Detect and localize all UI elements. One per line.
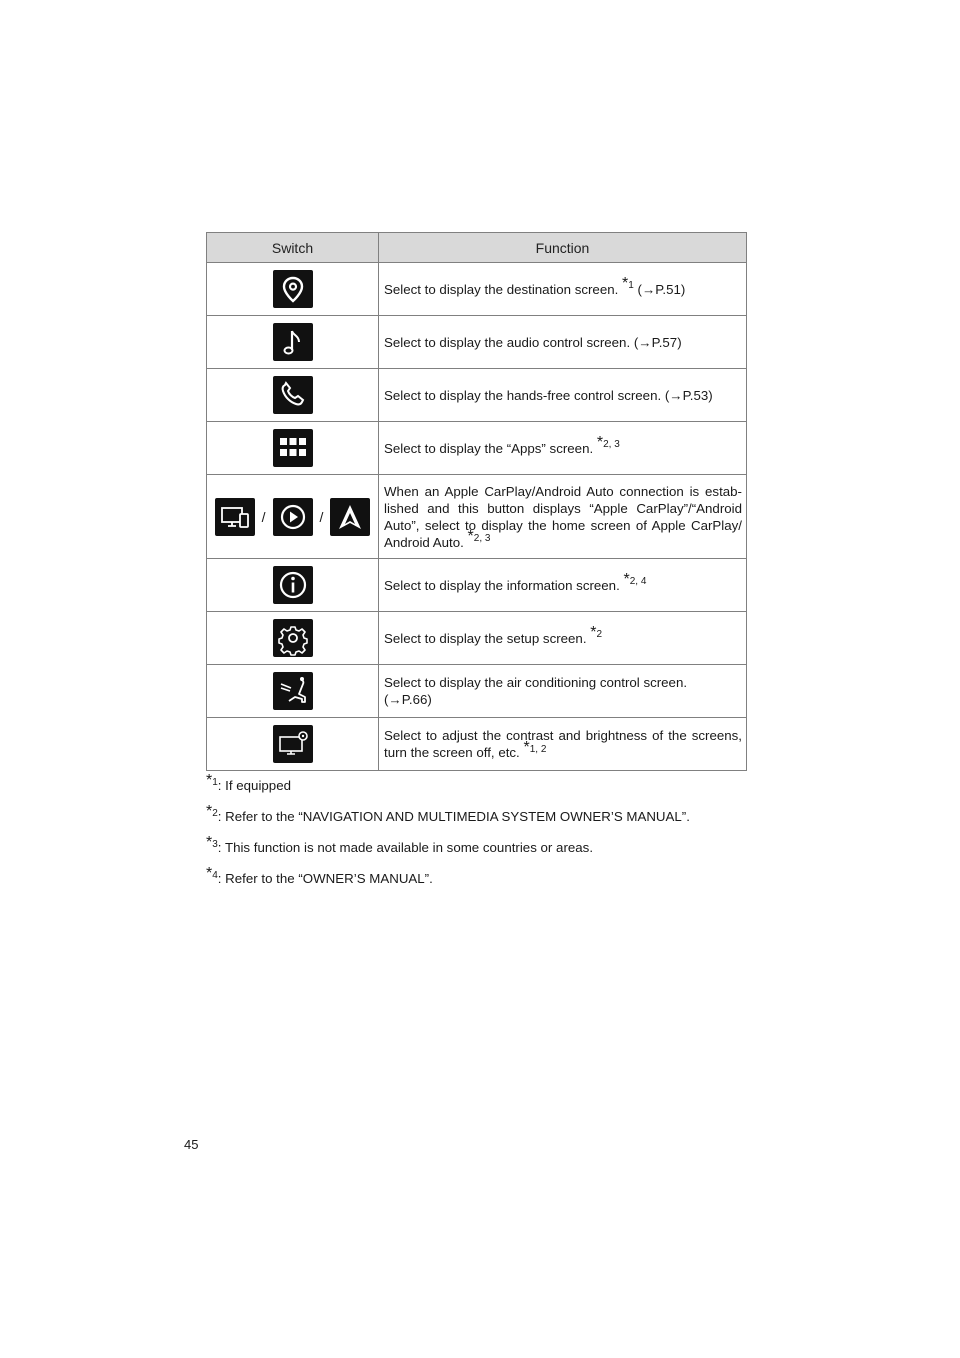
map-pin-icon — [273, 270, 313, 308]
page-number: 45 — [184, 1137, 199, 1152]
table-row — [207, 475, 747, 559]
table-row — [207, 263, 747, 316]
table-row — [207, 612, 747, 665]
row-function-text: Select to display the audio control screen. (→P.57) — [379, 316, 747, 369]
table-header-row — [207, 233, 747, 263]
table-row — [207, 422, 747, 475]
footnote-1: $^{*1}$: If equipped — [206, 771, 291, 793]
row-function-text: Select to display the destination screen. $^{*1}$ (→P.51) — [379, 263, 747, 316]
play-circle-icon — [273, 498, 313, 536]
footnote-4: $^{*4}$: Refer to the “OWNER’S MANUAL”. — [206, 864, 433, 886]
icon-separator: / — [319, 508, 324, 525]
android-auto-icon — [330, 498, 370, 536]
row-function-text: Select to display the “Apps” screen. $^{*2, 3}$ — [379, 422, 747, 475]
header-switch: Switch — [207, 233, 379, 263]
seat-airflow-icon — [273, 672, 313, 710]
music-note-icon — [273, 323, 313, 361]
footnotes — [206, 771, 766, 900]
header-function: Function — [379, 233, 747, 263]
row-function-text: Select to display the hands-free control screen. (→P.53) — [379, 369, 747, 422]
row-function-text: Select to display the air conditioning control screen. (→P.66) — [379, 665, 747, 718]
screen-mirror-icon — [215, 498, 255, 536]
table-row — [207, 316, 747, 369]
row-function-text: Select to display the information screen. $^{*2, 4}$ — [379, 559, 747, 612]
apps-grid-icon — [273, 429, 313, 467]
table-row — [207, 665, 747, 718]
footnote-3: $^{*3}$: This function is not made available in some countries or areas. — [206, 833, 594, 855]
gear-icon — [273, 619, 313, 657]
footnote-2: $^{*2}$: Refer to the “NAVIGATION AND MULTIMEDIA SYSTEM OWNER’S MANUAL”. — [206, 802, 690, 824]
row-function-text: Select to display the setup screen. $^{*2}$ — [379, 612, 747, 665]
function-table — [206, 232, 747, 771]
table-row — [207, 369, 747, 422]
icon-separator: / — [261, 508, 266, 525]
table-row — [207, 718, 747, 771]
row-function-text: When an Apple CarPlay/Android Auto connection is estab-lished and this button displays “Apple CarPlay”/“Android Auto”, select to display the home screen of Apple CarPlay/ Android Auto. $^{*2, 3}$ — [379, 475, 747, 559]
phone-icon — [273, 376, 313, 414]
display-settings-icon — [273, 725, 313, 763]
info-icon — [273, 566, 313, 604]
row-function-text: Select to adjust the contrast and brightness of the screens, turn the screen off, etc. $^{*1, 2}$ — [379, 718, 747, 771]
table-row — [207, 559, 747, 612]
